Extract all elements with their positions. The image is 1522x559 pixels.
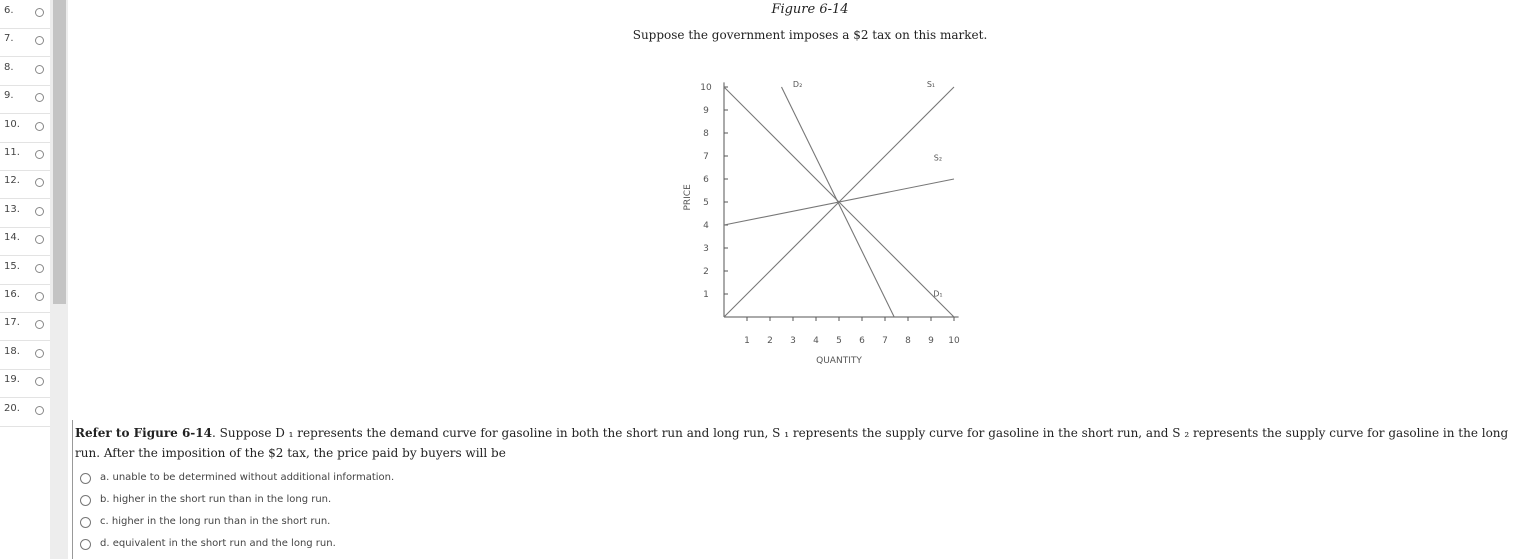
question-nav-item[interactable]	[0, 85, 50, 114]
question-status-radio[interactable]	[35, 122, 44, 131]
x-tick-label: 5	[836, 336, 842, 346]
answer-label: b. higher in the short run than in the long run.	[100, 494, 332, 505]
question-nav-item[interactable]	[0, 312, 50, 341]
question-number: 8.	[4, 61, 14, 73]
question-number: 15.	[4, 260, 20, 272]
answer-radio[interactable]	[80, 517, 91, 528]
y-axis-label: PRICE	[683, 184, 693, 211]
nav-scrollbar[interactable]	[50, 0, 68, 559]
x-tick-label: 8	[905, 336, 911, 346]
x-tick-label: 4	[813, 336, 819, 346]
question-status-radio[interactable]	[35, 349, 44, 358]
y-tick-label: 1	[703, 290, 709, 300]
question-number: 12.	[4, 175, 20, 187]
content-divider	[72, 420, 73, 559]
question-status-radio[interactable]	[35, 320, 44, 329]
question-nav-item[interactable]	[0, 369, 50, 398]
question-nav-item[interactable]	[0, 256, 50, 285]
question-nav-item[interactable]	[0, 57, 50, 86]
question-status-radio[interactable]	[35, 207, 44, 216]
question-number: 18.	[4, 345, 20, 357]
y-tick-label: 2	[703, 267, 709, 277]
x-axis-label: QUANTITY	[816, 356, 862, 366]
answer-label: c. higher in the long run than in the short run.	[100, 516, 331, 527]
y-tick-label: 9	[703, 106, 709, 116]
answer-label: d. equivalent in the short run and the long run.	[100, 538, 336, 549]
y-tick-label: 3	[703, 244, 709, 254]
x-tick-label: 6	[859, 336, 865, 346]
y-tick-label: 5	[703, 198, 709, 208]
figure-subtitle: Suppose the government imposes a $2 tax on this market.	[632, 28, 988, 42]
question-nav-item[interactable]	[0, 341, 50, 370]
x-tick-label: 9	[928, 336, 934, 346]
y-tick-label: 4	[703, 221, 709, 231]
question-status-radio[interactable]	[35, 406, 44, 415]
question-status-radio[interactable]	[35, 150, 44, 159]
question-status-radio[interactable]	[35, 292, 44, 301]
question-status-radio[interactable]	[35, 235, 44, 244]
y-tick-label: 7	[703, 152, 709, 162]
question-status-radio[interactable]	[35, 264, 44, 273]
question-status-radio[interactable]	[35, 178, 44, 187]
scrollbar-thumb[interactable]	[53, 0, 66, 304]
question-nav-item[interactable]	[0, 199, 50, 228]
question-nav-item[interactable]	[0, 114, 50, 143]
supply-demand-chart	[670, 70, 980, 370]
curve-label-s1: S₁	[926, 80, 936, 89]
question-status-radio[interactable]	[35, 377, 44, 386]
y-tick-label: 10	[700, 83, 712, 93]
question-text	[75, 423, 1515, 463]
question-number: 20.	[4, 402, 20, 414]
question-status-radio[interactable]	[35, 93, 44, 102]
question-number: 14.	[4, 232, 20, 244]
question-nav-item[interactable]	[0, 284, 50, 313]
x-tick-label: 2	[767, 336, 773, 346]
curve-label-d2: D₂	[792, 80, 803, 89]
question-number: 6.	[4, 5, 14, 16]
question-number: 13.	[4, 203, 20, 215]
curve-s2	[724, 179, 954, 225]
answer-radio[interactable]	[80, 495, 91, 506]
x-tick-label: 7	[882, 336, 888, 346]
question-number: 16.	[4, 289, 20, 300]
question-nav-item[interactable]	[0, 170, 50, 199]
question-number: 17.	[4, 317, 20, 329]
question-nav-item[interactable]	[0, 398, 50, 427]
question-number: 19.	[4, 374, 20, 386]
question-nav	[0, 0, 50, 559]
x-tick-label: 3	[790, 336, 796, 346]
question-number: 9.	[4, 90, 14, 102]
question-nav-item[interactable]	[0, 227, 50, 256]
question-body: . Suppose D ₁ represents the demand curve for gasoline in both the short run and long run, S ₁ represents the supply curve for gasoline in the short run, and S ₂ represents the supply curve for gasoline in the long run. After the imposition of the $2 tax, the price paid by buyers will be	[75, 426, 1509, 460]
curve-label-s2: S₂	[933, 153, 943, 163]
figure-title: Figure 6-14	[771, 2, 849, 17]
question-status-radio[interactable]	[35, 65, 44, 74]
y-tick-label: 6	[703, 175, 709, 185]
question-number: 7.	[4, 33, 14, 45]
x-tick-label: 1	[744, 336, 750, 346]
y-tick-label: 8	[703, 129, 709, 139]
answer-radio[interactable]	[80, 539, 91, 550]
x-tick-label: 10	[948, 336, 960, 346]
question-number: 10.	[4, 118, 20, 130]
curve-label-d1: D₁	[933, 289, 943, 299]
question-nav-item[interactable]	[0, 142, 50, 171]
figure-reference: Refer to Figure 6-14	[75, 426, 212, 440]
answer-radio[interactable]	[80, 473, 91, 484]
question-number: 11.	[4, 147, 20, 158]
answer-label: a. unable to be determined without additional information.	[100, 472, 395, 483]
